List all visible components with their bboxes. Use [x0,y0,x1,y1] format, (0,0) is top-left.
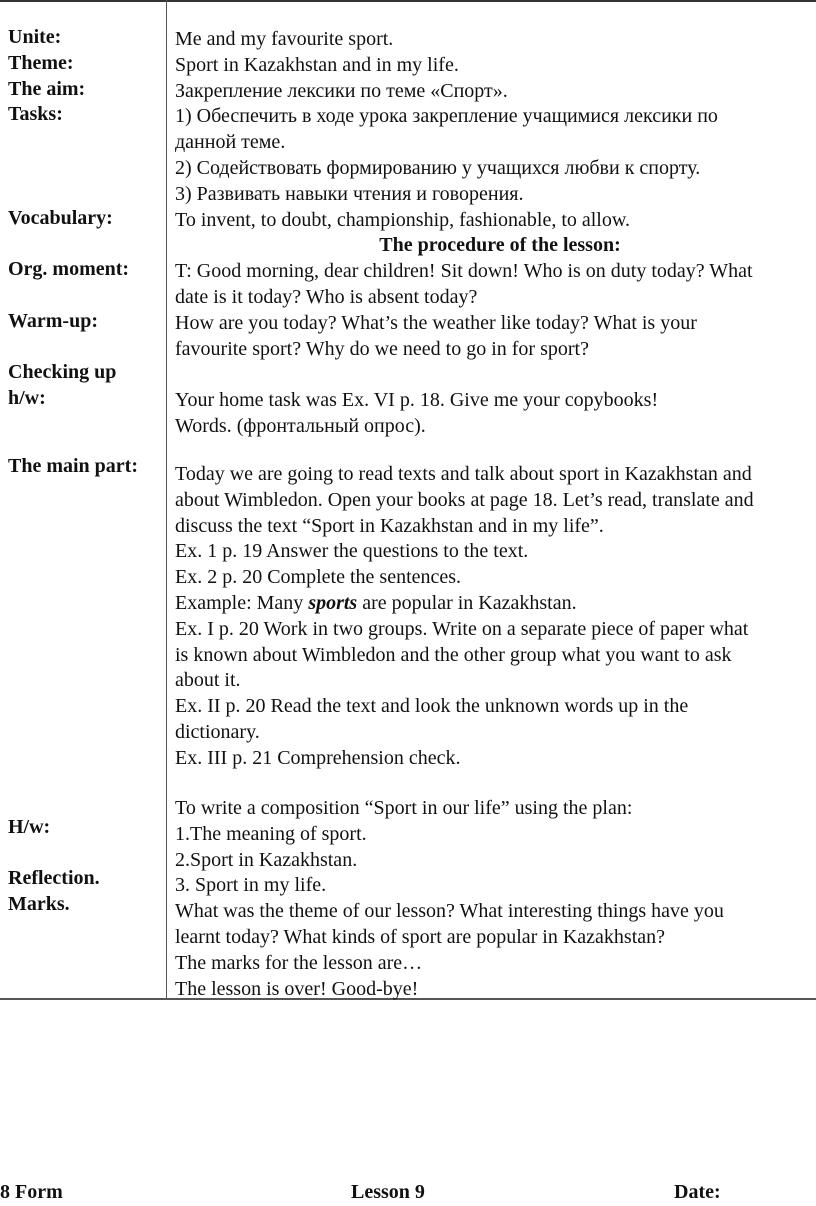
main-part-line: Ex. 1 p. 19 Answer the questions to the text. [175,540,529,563]
label-vocabulary: Vocabulary: [8,207,113,229]
example-line [175,591,816,617]
example-suffix: are popular in Kazakhstan. [357,591,577,614]
reflection-line: What was the theme of our lesson? What interesting things have you [175,900,724,923]
checking-line: Words. (фронтальный опрос). [175,414,426,437]
checking-line: Your home task was Ex. VI p. 18. Give me your copybooks! [175,389,659,412]
hw-line: 3. Sport in my life. [175,874,327,897]
blank-line [175,362,816,388]
label-org-moment: Org. moment: [8,258,130,280]
main-part-line: Ex. II p. 20 Read the text and look the unknown words up in the [175,695,689,718]
procedure-heading: The procedure of the lesson: [379,234,621,257]
label-checking-hw: h/w: [8,387,46,409]
reflection-line: The lesson is over! Good-bye! [175,977,419,1000]
label-main-part: The main part: [8,455,138,477]
label-tasks: Tasks: [8,103,63,125]
main-part-line: discuss the text “Sport in Kazakhstan and in my life”. [175,514,604,537]
content-block-end [175,796,816,1002]
task-line: 2) Содействовать формированию у учащихся любви к спорту. [175,156,701,179]
hw-line: 1.The meaning of sport. [175,822,367,845]
main-part-line: about Wimbledon. Open your books at page 18. Let’s read, translate and [175,488,754,511]
task-line: 3) Развивать навыки чтения и говорения. [175,182,524,205]
main-part-line: Ex. III p. 21 Comprehension check. [175,746,461,769]
footer-date: Date: [674,1181,721,1203]
table-top-border [0,0,816,2]
warm-up-line: favourite sport? Why do we need to go in for sport? [175,337,589,360]
main-part-line: Ex. 2 p. 20 Complete the sentences. [175,566,462,589]
aim-text: Закрепление лексики по теме «Спорт». [175,79,508,102]
footer-form: 8 Form [0,1181,63,1203]
content-block-top [175,27,816,440]
task-line: данной теме. [175,131,286,154]
label-aim: The aim: [8,78,86,100]
example-emphasis: sports [308,591,358,614]
main-part-line: about it. [175,669,241,692]
main-part-line: dictionary. [175,720,260,743]
label-marks: Marks. [8,893,70,915]
main-part-line: is known about Wimbledon and the other group what you want to ask [175,643,732,666]
hw-line: 2.Sport in Kazakhstan. [175,848,358,871]
org-moment-line: T: Good morning, dear children! Sit down! Who is on duty today? What [175,260,753,283]
unite-text: Me and my favourite sport. [175,28,394,50]
task-line: 1) Обеспечить в ходе урока закрепление учащимися лексики по [175,105,718,128]
label-unite: Unite: [8,26,62,48]
label-reflection: Reflection. [8,867,100,889]
content-block-main [175,462,816,772]
column-divider [166,0,167,1000]
main-part-line: Today we are going to read texts and talk about sport in Kazakhstan and [175,463,752,485]
reflection-line: learnt today? What kinds of sport are popular in Kazakhstan? [175,925,666,948]
label-hw: H/w: [8,816,51,838]
vocabulary-text: To invent, to doubt, championship, fashionable, to allow. [175,208,631,231]
example-prefix: Example: Many [175,591,309,614]
theme-text: Sport in Kazakhstan and in my life. [175,53,459,76]
footer-lesson: Lesson 9 [351,1181,425,1203]
main-part-line: Ex. I p. 20 Work in two groups. Write on a separate piece of paper what [175,617,749,640]
warm-up-line: How are you today? What’s the weather like today? What is your [175,311,697,334]
hw-line: To write a composition “Sport in our life” using the plan: [175,797,633,819]
label-warm-up: Warm-up: [8,310,98,332]
label-theme: Theme: [8,52,74,74]
label-checking-up: Checking up [8,361,117,383]
org-moment-line: date is it today? Who is absent today? [175,285,478,308]
reflection-line: The marks for the lesson are… [175,951,423,974]
